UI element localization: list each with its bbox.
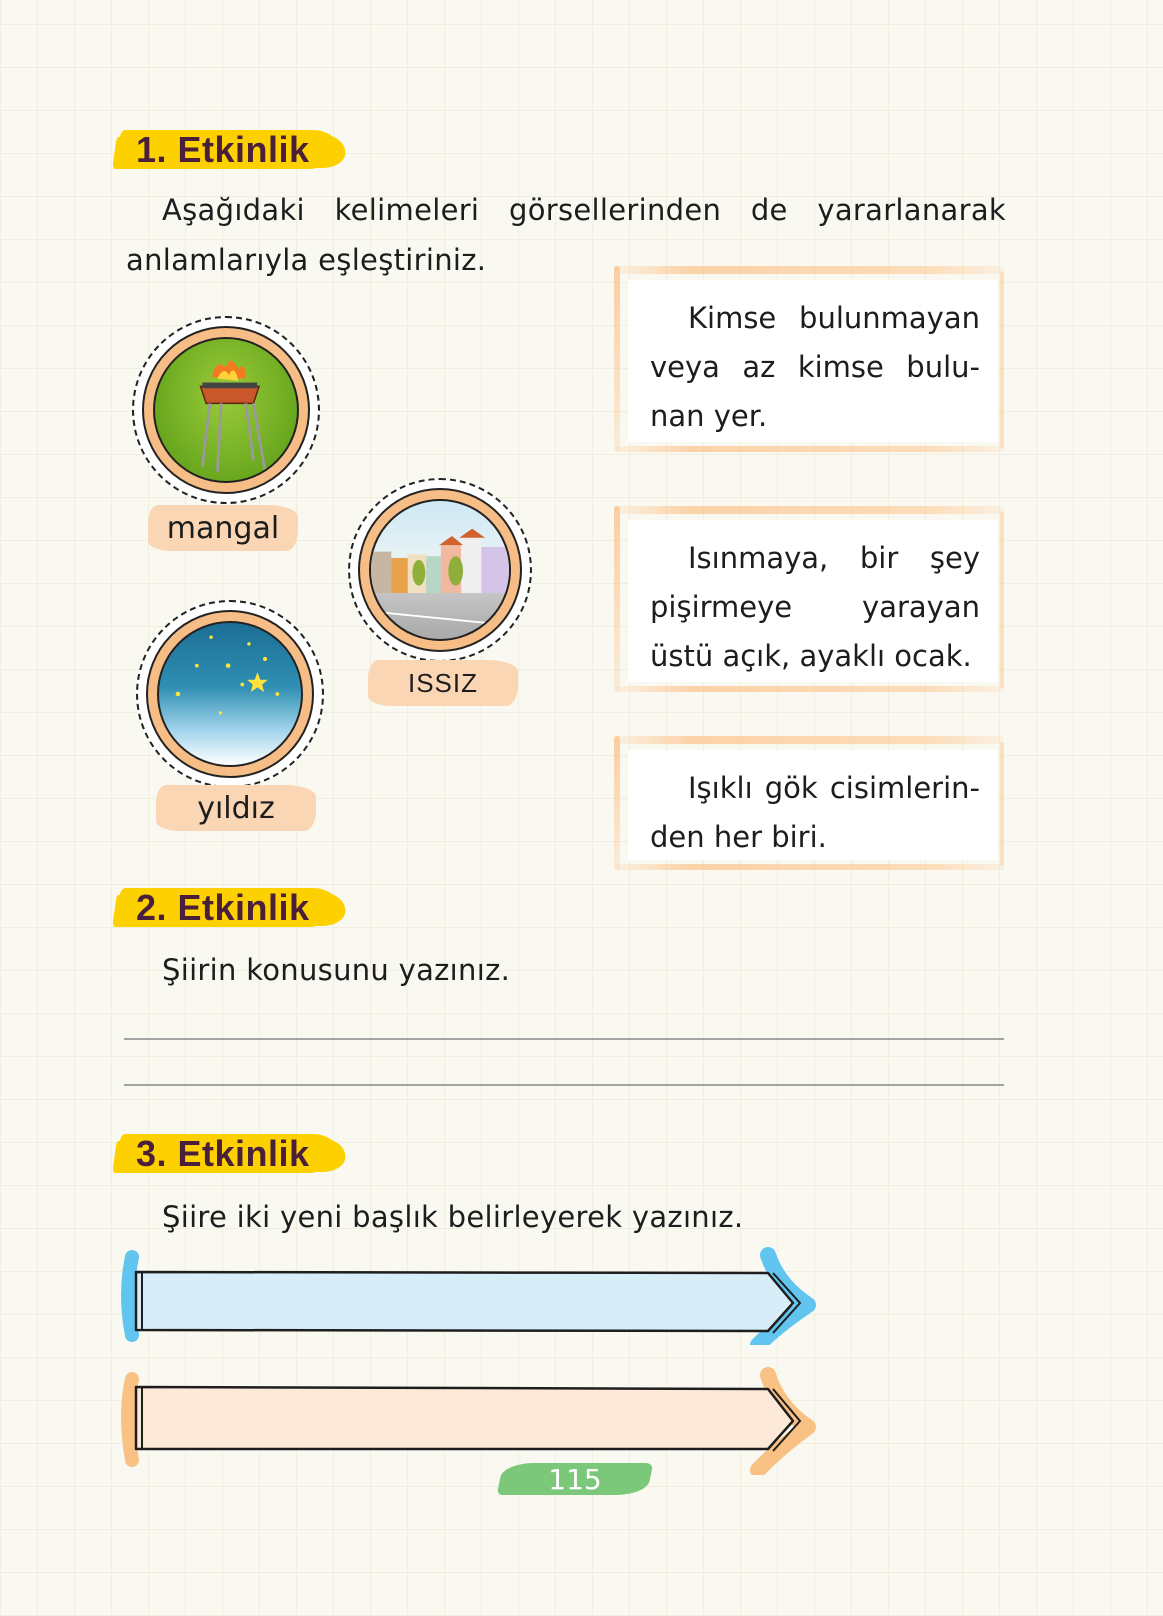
activity2-title: 2. Etkinlik — [136, 887, 310, 928]
title-input-arrow-2[interactable] — [118, 1365, 818, 1475]
answer-line-1[interactable] — [124, 1038, 1004, 1040]
arrow-box-orange — [118, 1365, 818, 1475]
activity3-heading — [128, 1130, 368, 1178]
empty-street-image — [369, 499, 511, 641]
activity1-title: 1. Etkinlik — [136, 129, 310, 170]
activity2-heading — [128, 884, 368, 932]
activity1-heading — [128, 126, 368, 174]
frame-ring — [146, 610, 314, 778]
title-input-arrow-1[interactable] — [118, 1245, 818, 1345]
page-number-text: 115 — [548, 1462, 602, 1496]
card-brush-edge — [614, 736, 620, 870]
arrow-box-blue — [118, 1245, 818, 1345]
definition-card-1[interactable] — [628, 280, 998, 442]
yildiz-picture-frame — [136, 600, 324, 788]
activity3-title: 3. Etkinlik — [136, 1133, 310, 1174]
starry-sky-image — [157, 621, 303, 767]
card-brush-edge — [1000, 512, 1004, 688]
activity2-instruction: Şiirin konusunu yazınız. — [162, 953, 511, 987]
word-text: yıldız — [197, 790, 275, 826]
activity3-instruction: Şiire iki yeni başlık belirleyerek yazınız. — [162, 1200, 744, 1234]
grill-icon — [155, 339, 297, 481]
street-icon — [371, 501, 509, 639]
page-number — [490, 1455, 660, 1503]
instruction-line-2: anlamlarıyla eşleştiriniz. — [126, 243, 487, 277]
issiz-picture-frame — [348, 478, 532, 662]
frame-ring — [142, 326, 310, 494]
definition-text: Işıklı gök cisimlerin- den her biri. — [650, 771, 980, 854]
instruction-line-1: Aşağıdaki kelimeleri görsellerinden de yararlanarak — [162, 193, 1006, 227]
definition-text: Kimse bulunmayan veya az kimse bulu- nan yer. — [650, 301, 980, 433]
word-label-yildiz — [156, 785, 316, 831]
card-brush-edge — [1000, 742, 1004, 866]
card-brush-edge — [614, 506, 620, 692]
word-label-mangal — [148, 505, 298, 551]
definition-text: Isınmaya, bir şey pişirmeye yarayan üstü açık, ayaklı ocak. — [650, 541, 980, 673]
stars-icon — [159, 623, 301, 765]
word-text: mangal — [166, 510, 280, 546]
definition-card-2[interactable] — [628, 520, 998, 682]
card-brush-edge — [1000, 272, 1004, 448]
word-label-issiz — [368, 660, 518, 706]
barbecue-grill-image — [153, 337, 299, 483]
card-brush-edge — [614, 266, 620, 452]
frame-ring — [358, 488, 522, 652]
answer-line-2[interactable] — [124, 1084, 1004, 1086]
mangal-picture-frame — [132, 316, 320, 504]
definition-card-3[interactable] — [628, 750, 998, 860]
word-text: ISSIZ — [407, 667, 478, 698]
